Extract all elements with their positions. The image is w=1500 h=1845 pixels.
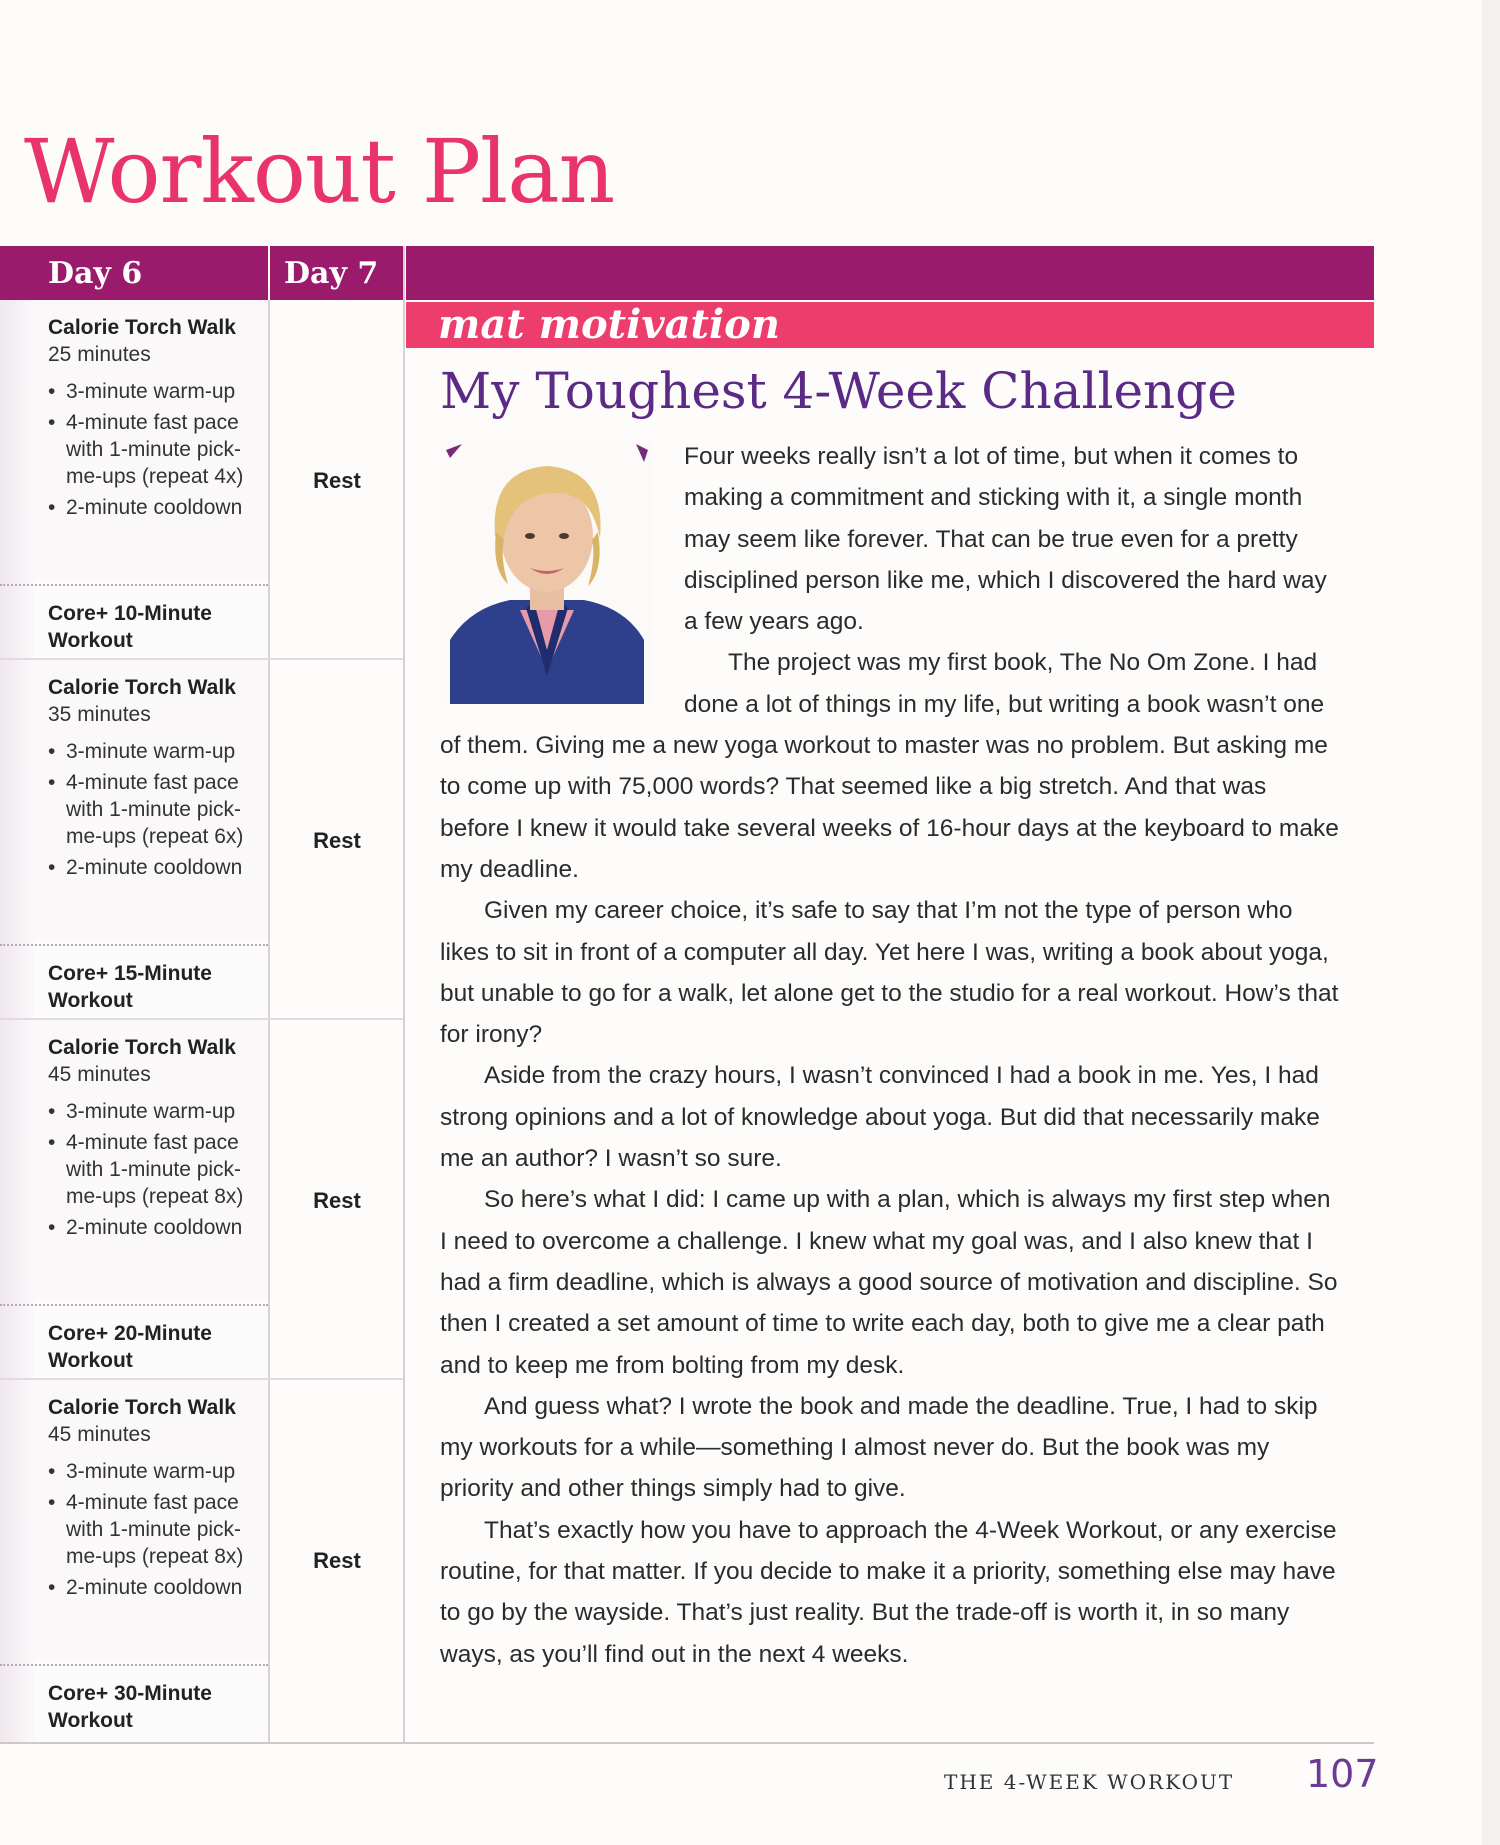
walk-step: • 2-minute cooldown — [48, 1574, 260, 1601]
walk-steps — [48, 1098, 260, 1241]
column-divider — [268, 300, 270, 1744]
walk-duration: 35 minutes — [48, 703, 151, 726]
day7-header: Day 7 — [270, 246, 404, 300]
walk-cell — [34, 1020, 268, 1300]
walk-title: Calorie Torch Walk — [48, 316, 236, 339]
mat-motivation-banner: mat motivation — [406, 302, 1374, 348]
sidebar-header-bar — [406, 246, 1374, 300]
walk-step: • 4-minute fast pace with 1-minute pick-me-ups (repeat 4x) — [48, 409, 260, 490]
walk-title: Calorie Torch Walk — [48, 1396, 236, 1419]
core-workout-label: Core+ 10-Minute Workout — [48, 602, 212, 652]
core-workout-label: Core+ 15-Minute Workout — [48, 962, 212, 1012]
walk-step: • 4-minute fast pace with 1-minute pick-me-ups (repeat 8x) — [48, 1489, 260, 1570]
core-workout-label: Core+ 30-Minute Workout — [48, 1682, 212, 1732]
walk-step: • 3-minute warm-up — [48, 1458, 260, 1485]
core-workout-label: Core+ 20-Minute Workout — [48, 1322, 212, 1372]
walk-step: • 3-minute warm-up — [48, 738, 260, 765]
rest-label: Rest — [313, 828, 361, 853]
walk-steps — [48, 738, 260, 881]
core-cell — [34, 946, 268, 1016]
article-title: My Toughest 4-Week Challenge — [440, 362, 1237, 420]
article-body — [440, 436, 1340, 1675]
walk-step: • 4-minute fast pace with 1-minute pick-me-ups (repeat 6x) — [48, 769, 260, 850]
rest-label: Rest — [313, 1548, 361, 1573]
walk-duration: 45 minutes — [48, 1423, 151, 1446]
walk-cell — [34, 300, 268, 580]
walk-step: • 3-minute warm-up — [48, 378, 260, 405]
page-title: Workout Plan — [24, 120, 615, 223]
walk-steps — [48, 378, 260, 521]
page-edge — [1482, 0, 1500, 1845]
walk-title: Calorie Torch Walk — [48, 676, 236, 699]
core-cell — [34, 1666, 268, 1742]
walk-step: • 2-minute cooldown — [48, 1214, 260, 1241]
walk-step: • 2-minute cooldown — [48, 854, 260, 881]
rest-label: Rest — [313, 468, 361, 493]
walk-step: • 2-minute cooldown — [48, 494, 260, 521]
walk-step: • 4-minute fast pace with 1-minute pick-me-ups (repeat 8x) — [48, 1129, 260, 1210]
walk-duration: 25 minutes — [48, 343, 151, 366]
article-paragraph: Four weeks really isn’t a lot of time, but when it comes to making a commitment and sticking with it, a single month may seem like forever. That can be true even for a pretty disciplined person like me, which I discovered the hard way a few years ago. — [684, 443, 1327, 636]
page-number: 107 — [1306, 1752, 1379, 1796]
panel-divider — [403, 246, 405, 1744]
core-cell — [34, 586, 268, 656]
article-paragraph: And guess what? I wrote the book and made the deadline. True, I had to skip my workouts for a while—something I almost never do. But the book was my priority and other things simply had to give. — [440, 1392, 1318, 1503]
article-paragraph: Given my career choice, it’s safe to say that I’m not the type of person who likes to sit in front of a computer all day. Yet here I was, writing a book about yoga, but unable to go for a walk, let alone get to the studio for a real workout. How’s that for irony? — [440, 897, 1339, 1049]
workout-schedule-table — [0, 246, 404, 1744]
walk-step: • 3-minute warm-up — [48, 1098, 260, 1125]
article-paragraph: Aside from the crazy hours, I wasn’t convinced I had a book in me. Yes, I had strong opinions and a lot of knowledge about yoga. But did that necessarily make me an author? I wasn’t so sure. — [440, 1062, 1320, 1173]
footer-rule — [0, 1742, 1374, 1744]
core-cell — [34, 1306, 268, 1376]
day6-header: Day 6 — [0, 246, 268, 300]
walk-title: Calorie Torch Walk — [48, 1036, 236, 1059]
walk-steps — [48, 1458, 260, 1601]
rest-label: Rest — [313, 1188, 361, 1213]
article-paragraph: So here’s what I did: I came up with a plan, which is always my first step when I need to overcome a challenge. I knew what my goal was, and I also knew that I had a firm deadline, which is always a good source of motivation and discipline. So then I created a set amount of time to write each day, both to give me a clear path and to keep me from bolting from my desk. — [440, 1186, 1338, 1379]
walk-cell — [34, 660, 268, 940]
walk-duration: 45 minutes — [48, 1063, 151, 1086]
article-paragraph: The project was my first book, The No Om Zone. I had done a lot of things in my life, but writing a book wasn’t one of them. Giving me a new yoga workout to master was no problem. But asking me to come up with 75,000 words? That seemed like a big stretch. And that was before I knew it would take several weeks of 16-hour days at the keyboard to make my deadline. — [440, 649, 1339, 883]
running-footer: THE 4-WEEK WORKOUT — [944, 1770, 1235, 1794]
article-paragraph: That’s exactly how you have to approach the 4-Week Workout, or any exercise routine, for that matter. If you decide to make it a priority, something else may have to go by the wayside. That’s just reality. But the trade-off is worth it, in so many ways, as you’ll find out in the next 4 weeks. — [440, 1516, 1337, 1668]
photo-wrap-space — [440, 436, 684, 718]
walk-cell — [34, 1380, 268, 1660]
